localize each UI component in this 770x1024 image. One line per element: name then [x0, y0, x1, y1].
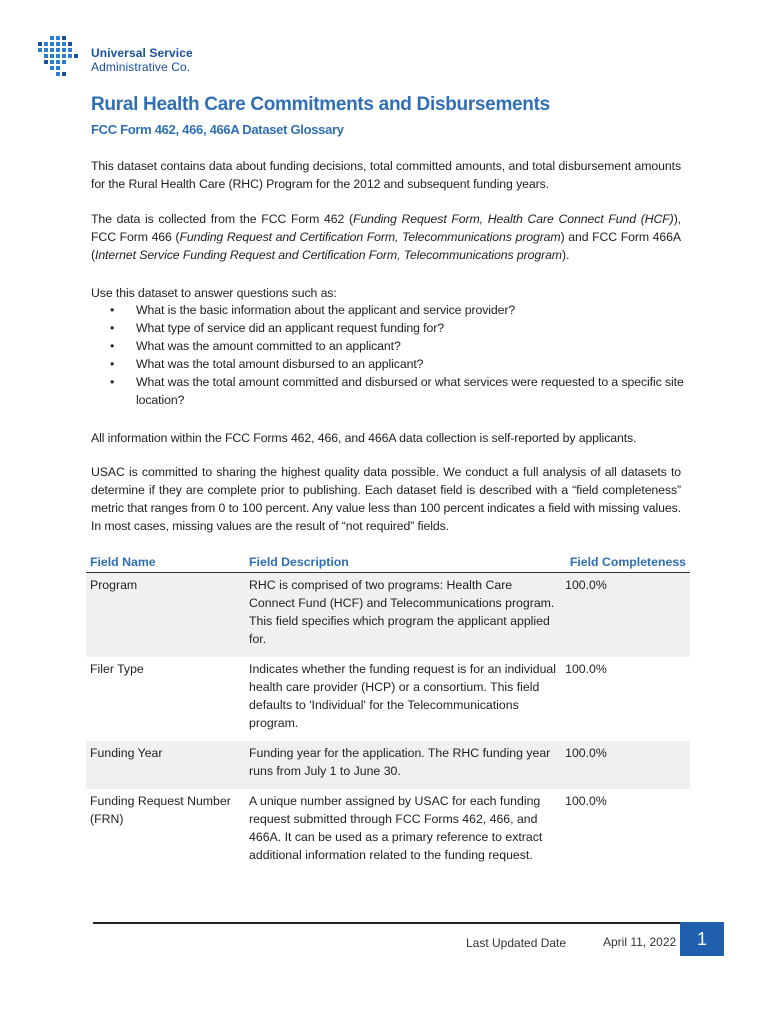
table-row [86, 573, 690, 658]
bullet-icon: • [110, 375, 115, 389]
p2-text-g: ). [561, 248, 570, 262]
page-number: 1 [680, 922, 724, 956]
form-462-name: Funding Request Form, Health Care Connect Fund (HCF) [353, 212, 674, 226]
self-reported-note: All information within the FCC Forms 462, 466, and 466A data collection is self-reported by applicants. [91, 431, 637, 445]
glossary-table [86, 550, 690, 873]
data-quality-paragraph: USAC is committed to sharing the highest quality data possible. We conduct a full analysis of all datasets to determine if they are complete prior to publishing. Each dataset field is described with a “field completeness” metric that ranges from 0 to 100 percent. Any value less than 100 percent indicates a field with missing values. In most cases, missing values are the result of “not required” fields. [91, 465, 681, 533]
footer-updated-label: Last Updated Date [466, 936, 567, 950]
field-completeness-cell: 100.0% [561, 741, 690, 789]
brand-name [91, 46, 193, 74]
list-item [110, 301, 685, 319]
bullet-icon: • [110, 303, 115, 317]
field-name-cell: Filer Type [90, 662, 144, 676]
field-description-cell: Funding year for the application. The RHC funding year runs from July 1 to June 30. [245, 741, 561, 789]
field-name-cell: Funding Request Number (FRN) [90, 794, 231, 826]
bullet-icon: • [110, 357, 115, 371]
questions-intro: Use this dataset to answer questions such as: [91, 286, 337, 300]
table-row [86, 657, 690, 741]
list-item-text: What was the total amount disbursed to an applicant? [136, 357, 424, 371]
intro-paragraph: This dataset contains data about funding decisions, total committed amounts, and total disbursement amounts for the Rural Health Care (RHC) Program for the 2012 and subsequent funding years. [91, 159, 681, 191]
header-field-description: Field Description [245, 550, 561, 573]
list-item-text: What type of service did an applicant request funding for? [136, 321, 444, 335]
usac-logo [36, 34, 206, 84]
table-row [86, 741, 690, 789]
form-466-name: Funding Request and Certification Form, Telecommunications program [179, 230, 561, 244]
p2-text-a: The data is collected from the FCC Form 462 ( [91, 212, 354, 226]
field-description-cell: A unique number assigned by USAC for each funding request submitted through FCC Forms 462, 466, and 466A. It can be used as a primary reference to extract additional information related to the funding request. [249, 794, 543, 862]
footer-divider [93, 922, 680, 924]
p2-text-c: ), FCC Form 466 ( [91, 212, 681, 244]
list-item [110, 319, 685, 337]
field-description-cell: RHC is comprised of two programs: Health Care Connect Fund (HCF) and Telecommunications program. This field specifies which program the applicant applied for. [245, 573, 561, 658]
list-item [110, 373, 685, 409]
field-completeness-cell: 100.0% [561, 573, 690, 658]
field-description-cell: Indicates whether the funding request is for an individual health care provider (HCP) or a consortium. This field defaults to 'Individual' for the Telecommunications program. [249, 662, 556, 730]
list-item-text: What was the total amount committed and disbursed or what services were requested to a specific site location? [136, 375, 684, 407]
footer-date: April 11, 2022 [603, 935, 677, 949]
bullet-icon: • [110, 321, 115, 335]
header-field-name: Field Name [86, 550, 245, 573]
form-466a-name: Internet Service Funding Request and Certification Form, Telecommunications program [95, 248, 562, 262]
list-item [110, 337, 685, 355]
data-source-paragraph [91, 210, 681, 264]
usac-logo-mark-icon [36, 34, 80, 82]
field-name-cell: Program [86, 573, 245, 658]
table-header-row [86, 550, 690, 573]
field-completeness-cell: 100.0% [565, 794, 607, 808]
brand-line-1: Universal Service [91, 46, 193, 60]
page-title: Rural Health Care Commitments and Disbursements [91, 94, 550, 115]
table-row [86, 789, 690, 873]
field-completeness-cell: 100.0% [565, 662, 607, 676]
list-item-text: What is the basic information about the applicant and service provider? [136, 303, 516, 317]
field-name-cell: Funding Year [86, 741, 245, 789]
p2-text-e: ) and FCC Form 466A ( [91, 230, 681, 262]
header-field-completeness: Field Completeness [561, 550, 690, 573]
questions-list [110, 301, 685, 409]
list-item [110, 355, 685, 373]
list-item-text: What was the amount committed to an applicant? [136, 339, 401, 353]
bullet-icon: • [110, 339, 115, 353]
brand-line-2: Administrative Co. [91, 60, 191, 74]
page-subtitle: FCC Form 462, 466, 466A Dataset Glossary [91, 122, 344, 137]
